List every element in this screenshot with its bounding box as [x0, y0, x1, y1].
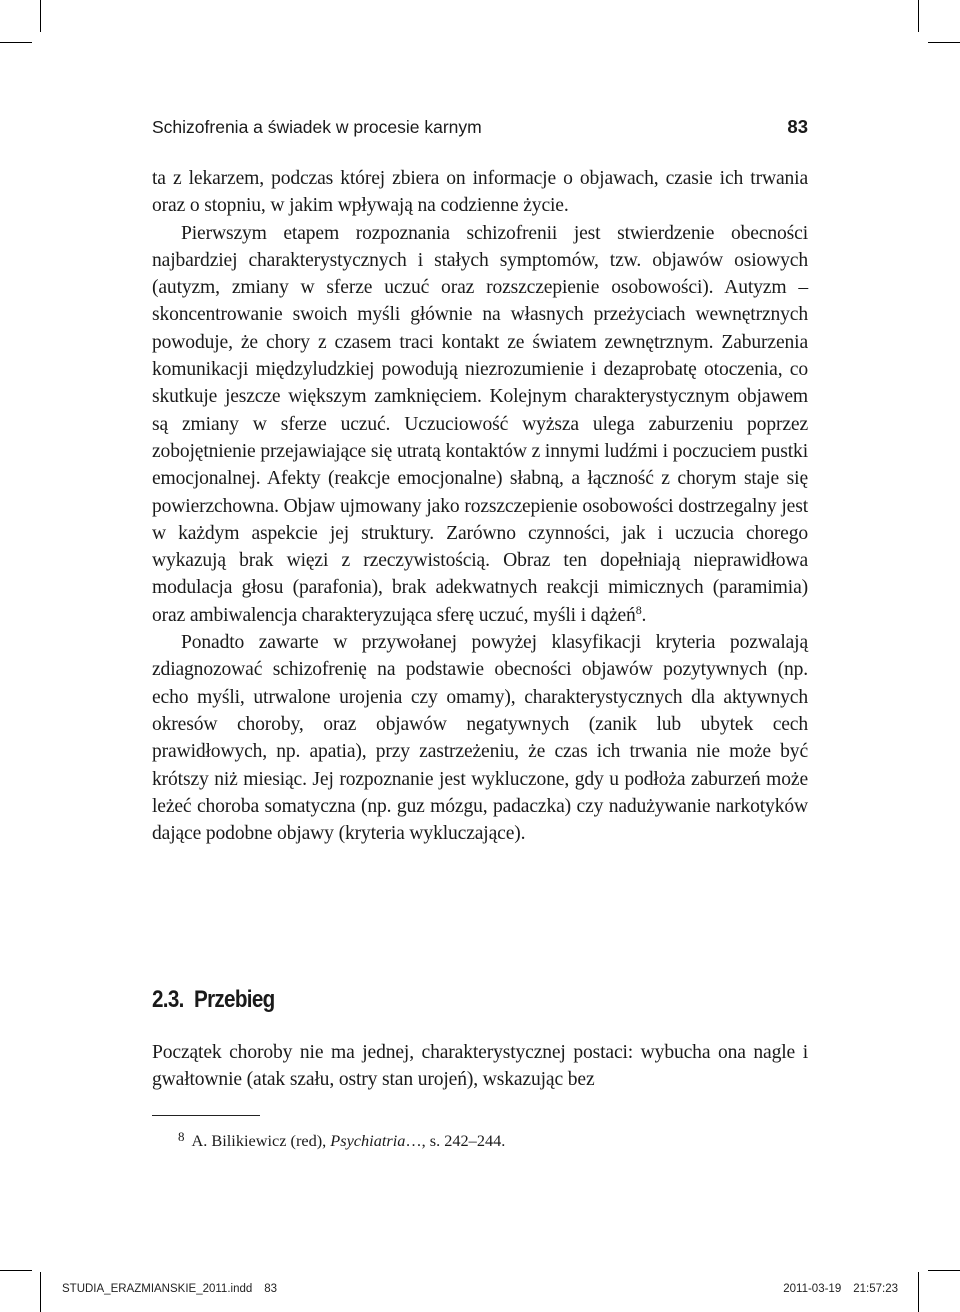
running-title: Schizofrenia a świadek w procesie karnym [152, 117, 482, 137]
crop-mark-bottom-left [40, 1272, 41, 1312]
slug-timestamp [783, 1283, 898, 1295]
slug-time: 21:57:23 [853, 1283, 898, 1295]
footnote-title: Psychiatria [330, 1131, 406, 1150]
crop-mark-bottom-right [918, 1272, 919, 1312]
footnote-ref[interactable]: 8 [635, 602, 642, 617]
running-header [152, 116, 808, 138]
paragraph-end-punct: . [641, 604, 647, 626]
section-body-text [152, 1039, 808, 1094]
paragraph-continued: ta z lekarzem, podczas której zbiera on informacje o objawach, czasie ich trwania oraz o stopniu, w jakim wpływają na codzienne życie. [152, 168, 808, 217]
print-slug [62, 1283, 898, 1295]
paragraph-axial-symptoms-text: Pierwszym etapem rozpoznania schizofrenii jest stwierdzenie obecności najbardziej charakterystycznych i stałych symptomów, tzw. objawów osiowych (autyzm, zmiany w sferze uczuć oraz rozszczepienie osobowości). Autyzm – skoncentrowanie swoich myśli głównie na własnych przeżyciach wewnętrznych powoduje, że chory z czasem traci kontakt ze światem zewnętrznym. Zaburzenia komunikacji międzyludzkiej powodują niezrozumienie i dezaprobatę otoczenia, co skutkuje jeszcze większym zamknięciem. Kolejnym charakterystycznym objawem są zmiany w sferze uczuć. Uczuciowość wyższa ulega zaburzeniu poprzez zobojętnienie przejawiające się utratą kontaktów z innymi ludźmi i poczuciem pustki emocjonalnej. Afekty (reakcje emocjonalne) słabną, a łączność z chorym staje się powierzchowna. Objaw ujmowany jako rozszczepienie osobowości dostrzegalny jest w każdym aspekcie jej struktury. Zarówno czynności, jak i uczucia chorego wykazują brak więzi z rzeczywistością. Obraz ten dopełniają nieprawidłowa modulacja głosu (parafonia), brak adekwatnych reakcji mimicznych (paramimia) oraz ambiwalencja charakteryzująca sferę uczuć, myśli i dążeń [152, 222, 808, 626]
crop-mark-top-left [40, 0, 41, 32]
paragraph-onset: Początek choroby nie ma jednej, charakterystycznej postaci: wybucha ona nagle i gwałtownie (atak szału, ostry stan urojeń), wskazując bez [152, 1042, 808, 1091]
body-text [152, 165, 808, 847]
crop-mark-top-right [918, 0, 919, 32]
crop-mark-top-left-h [0, 42, 32, 43]
slug-date: 2011-03-19 [783, 1283, 842, 1295]
footnote-mark: 8 [178, 1129, 185, 1144]
paragraph-criteria: Ponadto zawarte w przywołanej powyżej klasyfikacji kryteria pozwalają zdiagnozować schizofrenię na podstawie obecności objawów pozytywnych (np. echo myśli, utrwalone urojenia czy omamy), charakterystycznych dla aktywnych okresów choroby, oraz objawów negatywnych (zanik lub ubytek cech prawidłowych, np. apatia), przy zastrzeżeniu, że czas ich trwania nie może być krótszy niż miesiąc. Jej rozpoznanie jest wykluczone, gdy u podłoża zaburzeń może leżeć choroba somatyczna (np. guz mózgu, padaczka) czy nadużywanie narkotyków dające podobne objawy (kryteria wykluczające). [152, 632, 808, 845]
paragraph-axial-symptoms [152, 220, 808, 629]
slug-file-info [62, 1283, 277, 1295]
crop-mark-bottom-left-h [0, 1270, 32, 1271]
crop-mark-top-right-h [928, 42, 960, 43]
section-number: 2.3. [152, 986, 184, 1013]
section-title: Przebieg [194, 986, 275, 1013]
footnote-text-before: A. Bilikiewicz (red), [191, 1131, 331, 1150]
footnote-separator [152, 1115, 260, 1116]
crop-mark-bottom-right-h [928, 1270, 960, 1271]
slug-file: STUDIA_ERAZMIANSKIE_2011.indd [62, 1283, 253, 1295]
slug-page: 83 [264, 1283, 278, 1295]
page-number: 83 [787, 116, 808, 137]
footnote [178, 1127, 505, 1151]
footnote-text-after: …, s. 242–244. [405, 1131, 506, 1150]
section-heading [152, 986, 275, 1014]
